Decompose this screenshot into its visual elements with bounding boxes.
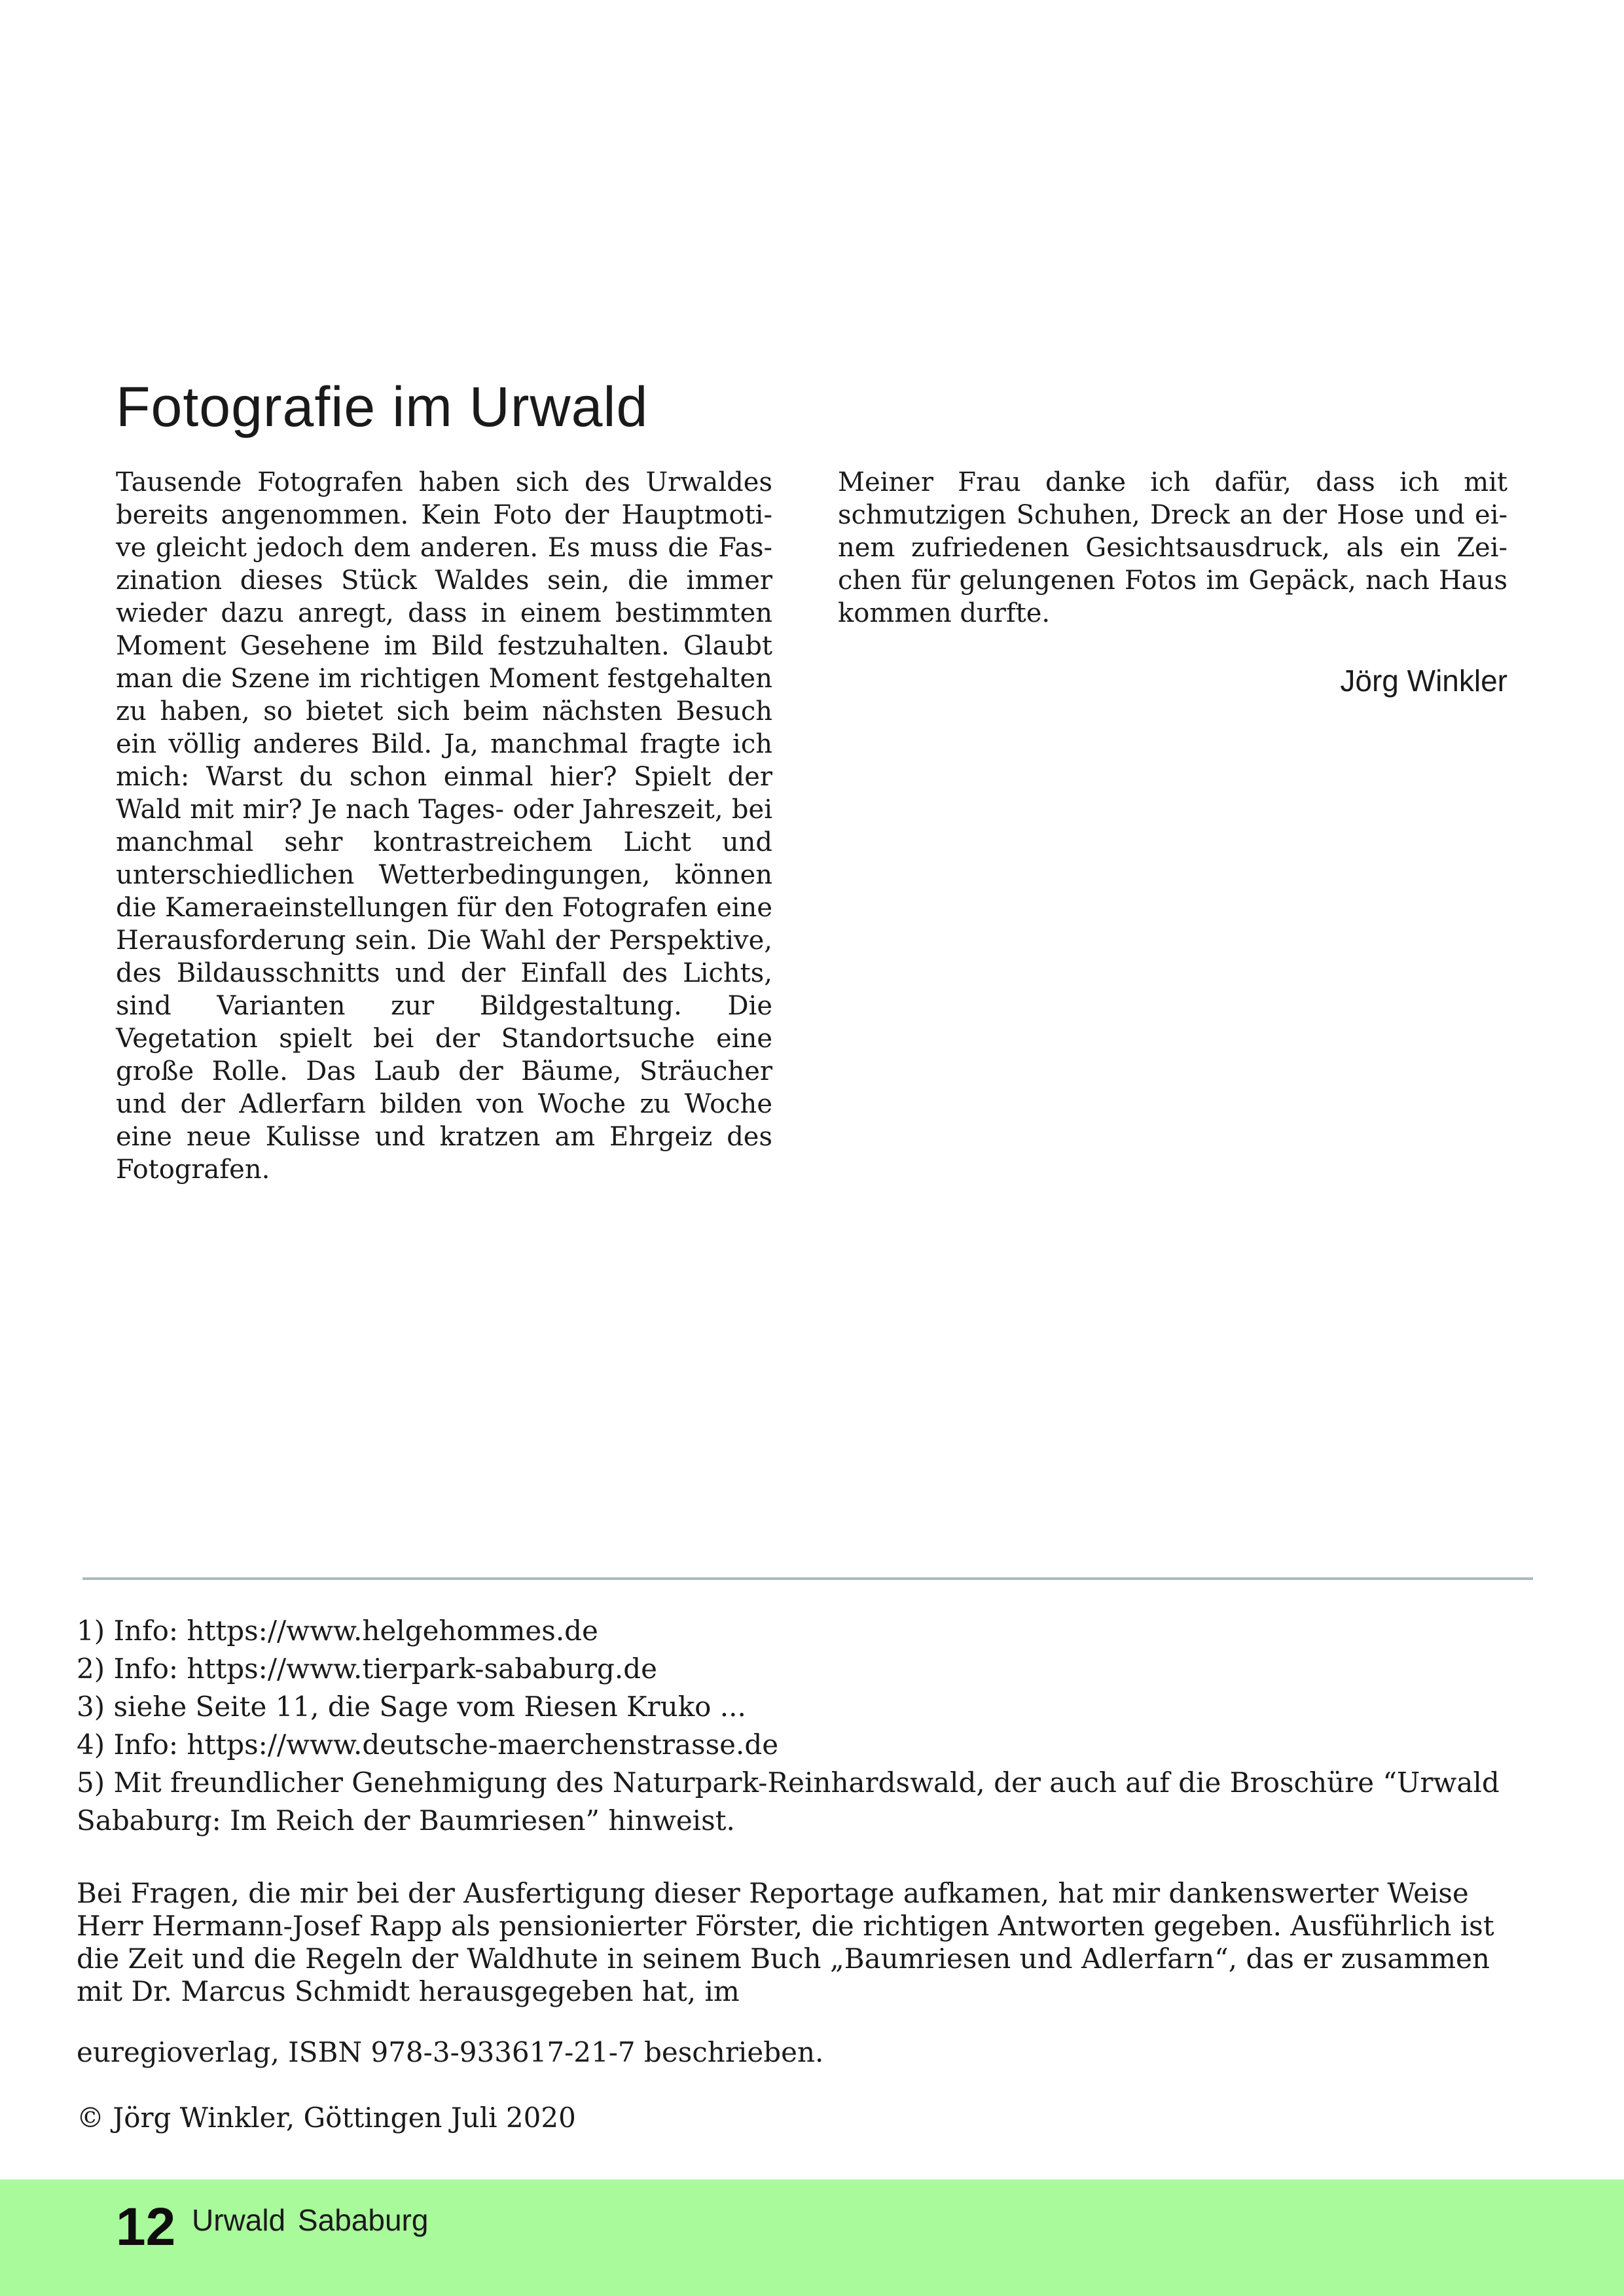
page-number: 12: [116, 2197, 176, 2257]
footnote-divider: [82, 1577, 1533, 1580]
footnote-3: 3) siehe Seite 11, die Sage vom Riesen Kruko ...: [77, 1691, 746, 1723]
footnote-1: 1) Info: https://www.helgehommes.de: [77, 1615, 598, 1647]
page-footer: [0, 2179, 1624, 2296]
footnote-5: 5) Mit freundlicher Genehmigung des Naturpark-Reinhardswald, der auch auf die Broschüre “Urwald Sababurg: Im Reich der Baumriesen” hinweist.: [77, 1767, 1500, 1837]
footnote-4: 4) Info: https://www.deutsche-maerchenstrasse.de: [77, 1729, 779, 1761]
article-column-right: Meiner Frau danke ich dafür, dass ich mit schmutzigen Schuhen, Dreck an der Hose und einem zufriedenen Gesichtsausdruck, als ein Zeichen für gelungenen Fotos im Gepäck, nach Haus kommen durfte.: [838, 467, 1507, 628]
publisher-line: euregioverlag, ISBN 978-3-933617-21-7 beschrieben.: [77, 2036, 824, 2068]
acknowledgement-paragraph: Bei Fragen, die mir bei der Ausfertigung dieser Reportage aufkamen, hat mir dankenswerter Weise Herr Hermann-Josef Rapp als pensionierter Förster, die richtigen Antworten gegeben. Ausführlich ist die Zeit und die Regeln der Waldhute in seinem Buch „Baumriesen und Adlerfarn“, das er zusammen mit Dr. Marcus Schmidt herausgegeben hat, im: [77, 1877, 1494, 2007]
author-signature: Jörg Winkler: [1340, 664, 1507, 698]
copyright-line: © Jörg Winkler, Göttingen Juli 2020: [77, 2102, 576, 2134]
footnotes-list: [77, 1612, 1536, 1840]
running-title: Urwald Sababurg: [192, 2203, 429, 2237]
article-title: Fotografie im Urwald: [116, 376, 649, 439]
article-column-left: Tausende Fotografen haben sich des Urwaldes bereits angenommen. Kein Foto der Hauptmotive gleicht jedoch dem anderen. Es muss die Faszination dieses Stück Waldes sein, die immer wieder dazu anregt, dass in einem bestimmten Moment Gesehene im Bild festzuhalten. Glaubt man die Szene im richtigen Moment festgehalten zu haben, so bietet sich beim nächsten Besuch ein völlig anderes Bild. Ja, manchmal fragte ich mich: Warst du schon einmal hier? Spielt der Wald mit mir? Je nach Tages- oder Jahreszeit, bei manchmal sehr kontrastreichem Licht und unterschiedlichen Wetterbedingungen, können die Kameraeinstellungen für den Fotografen eine Herausforderung sein. Die Wahl der Perspektive, des Bildausschnitts und der Einfall des Lichts, sind Varianten zur Bildgestaltung. Die Vegetation spielt bei der Standortsuche eine große Rolle. Das Laub der Bäume, Sträucher und der Adlerfarn bilden von Woche zu Woche eine neue Kulisse und kratzen am Ehrgeiz des Fotografen.: [116, 467, 772, 1185]
footnote-2: 2) Info: https://www.tierpark-sababurg.de: [77, 1653, 658, 1685]
